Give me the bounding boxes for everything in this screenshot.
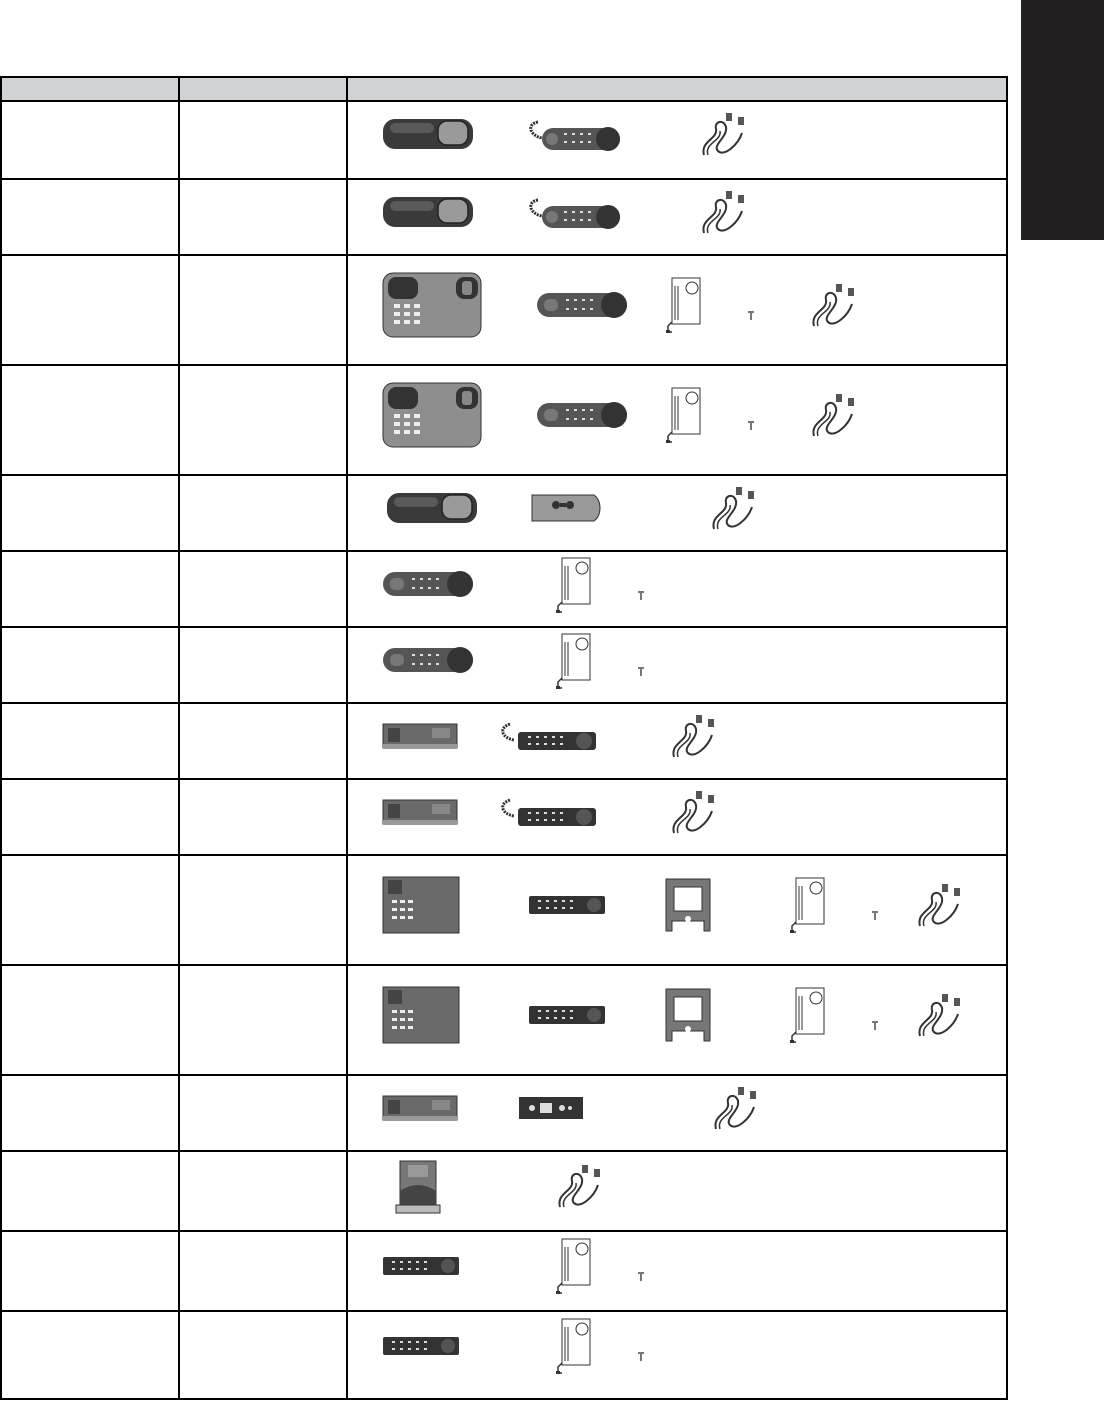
wall-plate-icon — [518, 1096, 584, 1120]
table-row — [2, 364, 1006, 474]
slim-handset-icon — [528, 895, 606, 915]
battery-pack-icon — [554, 1317, 648, 1375]
table-row — [2, 254, 1006, 364]
slim-base-icon — [382, 1094, 458, 1122]
section-tab — [1021, 0, 1104, 240]
slim-corded-handset-icon — [498, 718, 598, 754]
phone-cord-icon — [808, 282, 860, 328]
table-row — [2, 102, 1006, 178]
cordless-handset-icon — [536, 400, 628, 430]
phone-cord-icon — [808, 392, 860, 438]
cordless-handset-icon — [382, 645, 474, 675]
battery-pack-icon — [554, 556, 648, 614]
table-row — [2, 1150, 1006, 1230]
corded-handset-icon — [528, 114, 624, 154]
slim-base-icon — [382, 798, 458, 826]
phone-cord-icon — [668, 713, 720, 759]
desk-stand-icon — [662, 987, 714, 1043]
phone-cord-icon — [710, 1085, 762, 1131]
table-row — [2, 854, 1006, 964]
corded-handset-icon — [528, 192, 624, 232]
slim-base-icon — [382, 722, 458, 750]
parts-table — [0, 76, 1008, 1400]
base-unit-keypad-icon — [382, 272, 482, 338]
base-unit-keypad-icon — [382, 382, 482, 448]
table-row — [2, 550, 1006, 626]
slim-base-keypad-icon — [382, 876, 460, 934]
wall-bracket-icon — [530, 493, 602, 523]
slim-handset-icon — [382, 1336, 460, 1356]
base-unit-wall-icon — [386, 490, 478, 526]
base-unit-wall-icon — [382, 194, 474, 230]
table-row — [2, 474, 1006, 550]
table-row — [2, 1310, 1006, 1390]
battery-pack-icon — [664, 276, 758, 334]
table-row — [2, 964, 1006, 1074]
header-contents — [348, 78, 954, 100]
base-unit-wall-icon — [382, 116, 474, 152]
table-header — [2, 78, 1006, 102]
cordless-handset-icon — [536, 290, 628, 320]
table-row — [2, 178, 1006, 254]
slim-corded-handset-icon — [498, 794, 598, 830]
phone-cord-icon — [914, 882, 966, 928]
phone-cord-icon — [708, 485, 760, 531]
battery-pack-icon — [788, 876, 882, 934]
table-row — [2, 778, 1006, 854]
table-row — [2, 626, 1006, 702]
phone-cord-icon — [698, 111, 750, 157]
slim-handset-icon — [382, 1256, 460, 1276]
charger-stand-icon — [394, 1157, 442, 1215]
cordless-handset-icon — [382, 569, 474, 599]
phone-cord-icon — [668, 789, 720, 835]
phone-cord-icon — [914, 992, 966, 1038]
table-row — [2, 702, 1006, 778]
header-model — [2, 78, 178, 100]
phone-cord-icon — [554, 1163, 606, 1209]
battery-pack-icon — [554, 1237, 648, 1295]
slim-base-keypad-icon — [382, 986, 460, 1044]
table-row — [2, 1074, 1006, 1150]
desk-stand-icon — [662, 877, 714, 933]
battery-pack-icon — [664, 386, 758, 444]
table-row — [2, 1230, 1006, 1310]
battery-pack-icon — [788, 986, 882, 1044]
phone-cord-icon — [698, 189, 750, 235]
slim-handset-icon — [528, 1005, 606, 1025]
header-part-number — [180, 78, 346, 100]
battery-pack-icon — [554, 632, 648, 690]
